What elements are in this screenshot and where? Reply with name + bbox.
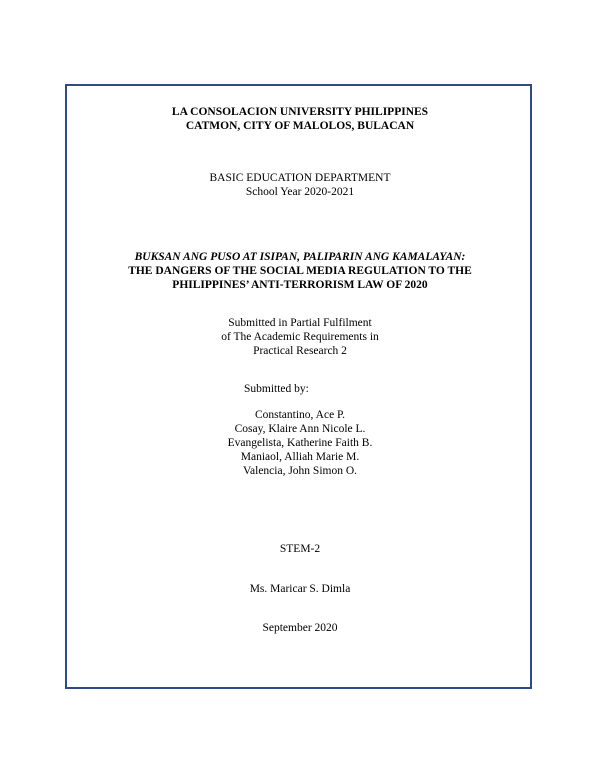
author-item: Evangelista, Katherine Faith B. — [227, 437, 373, 449]
submission-line-1: Submitted in Partial Fulfilment — [228, 317, 372, 329]
author-item: Cosay, Klaire Ann Nicole L. — [234, 423, 366, 435]
submission-line-3: Practical Research 2 — [253, 345, 347, 357]
title-line-1: BUKSAN ANG PUSO AT ISIPAN, PALIPARIN ANG KAMALAYAN: — [134, 251, 466, 263]
author-item: Valencia, John Simon O. — [242, 465, 358, 477]
submission-line-2: of The Academic Requirements in — [221, 331, 379, 343]
author-item: Constantino, Ace P. — [254, 409, 346, 421]
university-address: CATMON, CITY OF MALOLOS, BULACAN — [185, 120, 415, 132]
adviser-name: Ms. Maricar S. Dimla — [249, 583, 351, 595]
title-line-3: PHILIPPINES’ ANTI-TERRORISM LAW OF 2020 — [172, 279, 428, 291]
section-label: STEM-2 — [279, 543, 321, 555]
university-name: LA CONSOLACION UNIVERSITY PHILIPPINES — [171, 106, 429, 118]
submitted-by-label: Submitted by: — [244, 383, 309, 395]
school-year: School Year 2020-2021 — [245, 186, 355, 198]
department-name: BASIC EDUCATION DEPARTMENT — [209, 172, 391, 184]
author-item: Maniaol, Alliah Marie M. — [240, 451, 360, 463]
submission-date: September 2020 — [262, 622, 338, 634]
title-line-2: THE DANGERS OF THE SOCIAL MEDIA REGULATION TO THE — [128, 265, 472, 277]
